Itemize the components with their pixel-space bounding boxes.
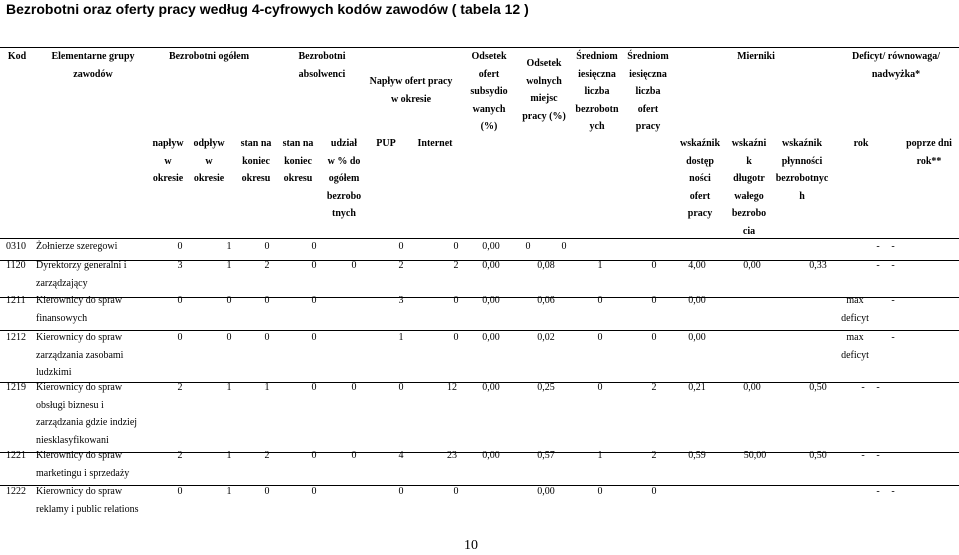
- row-divider: [0, 485, 959, 486]
- val-sr-bezrobotnych: 1: [597, 260, 603, 271]
- sub-wskaznik-dlugotrwalego: wskaźni k długotr wałego bezrobo cia: [731, 138, 767, 237]
- val-odsetek-wolnych: 0,00: [537, 486, 555, 497]
- val-pup: 0: [398, 486, 404, 497]
- val-deficyt-poprzedni: -: [876, 450, 880, 461]
- sub-odplyw: odpływ w okresie: [193, 138, 225, 184]
- val-odsetek-wolnych: 0: [525, 241, 531, 252]
- val-odplyw: 1: [226, 241, 232, 252]
- sub-stan-ogolem: stan na koniec okresu: [240, 138, 272, 184]
- col-mierniki: Mierniki: [737, 51, 775, 62]
- val-odsetek-wolnych: 0,06: [537, 295, 555, 306]
- val-sr-bezrobotnych: 1: [597, 450, 603, 461]
- val-deficyt-poprzedni: -: [891, 260, 895, 271]
- val-wskaznik-dostepnosci: 0,21: [688, 382, 706, 393]
- val-odsetek-subsydiowanych: 0,00: [482, 332, 500, 343]
- val-naplyw: 0: [177, 486, 183, 497]
- row-name: Kierownicy do spraw obsługi biznesu i zarządzania gdzie indziej niesklasyfikowani: [36, 382, 138, 446]
- val-udzial: 0: [351, 260, 357, 271]
- val-naplyw: 0: [177, 332, 183, 343]
- val-odsetek-subsydiowanych: 0,00: [482, 382, 500, 393]
- val-stan: 2: [264, 450, 270, 461]
- val-sr-ofert: 0: [651, 295, 657, 306]
- val-wskaznik-dlugotrwalego: 50,00: [743, 450, 767, 461]
- row-kod: 0310: [6, 241, 26, 252]
- val-wskaznik-dlugotrwalego: 0,00: [743, 382, 761, 393]
- val-stan: 0: [264, 332, 270, 343]
- col-kod: Kod: [7, 51, 27, 62]
- val-deficyt-poprzedni: -: [891, 241, 895, 252]
- val-sr-bezrobotnych: 0: [597, 332, 603, 343]
- sub-udzial: udział w % do ogółem bezrobo tnych: [326, 138, 362, 219]
- val-stan-absolwenci: 0: [311, 241, 317, 252]
- val-stan-absolwenci: 0: [311, 450, 317, 461]
- sub-internet: Internet: [417, 138, 453, 149]
- val-deficyt-rok: max deficyt: [841, 332, 869, 361]
- val-sr-ofert: 2: [651, 382, 657, 393]
- sub-rok: rok: [853, 138, 869, 149]
- val-sr-ofert: 2: [651, 450, 657, 461]
- val-deficyt-rok: -: [876, 260, 880, 271]
- row-kod: 1221: [6, 450, 26, 461]
- val-stan-absolwenci: 0: [311, 260, 317, 271]
- col-naplyw-ofert: Napływ ofert pracy w okresie: [369, 76, 453, 105]
- row-name: Kierownicy do spraw marketingu i sprzedaży: [36, 450, 130, 479]
- val-odplyw: 1: [226, 382, 232, 393]
- val-odplyw: 1: [226, 450, 232, 461]
- val-odplyw: 1: [226, 260, 232, 271]
- val-stan-absolwenci: 0: [311, 295, 317, 306]
- val-internet: 0: [453, 295, 459, 306]
- val-sr-bezrobotnych: 0: [597, 295, 603, 306]
- val-odsetek-subsydiowanych: 0,00: [482, 260, 500, 271]
- val-deficyt-rok: -: [876, 241, 880, 252]
- val-naplyw: 2: [177, 450, 183, 461]
- col-grupy: Elementarne grupy zawodów: [51, 51, 135, 80]
- val-naplyw: 2: [177, 382, 183, 393]
- sub-naplyw: napływ w okresie: [152, 138, 184, 184]
- row-kod: 1211: [6, 295, 26, 306]
- val-sr-bezrobotnych: 0: [597, 486, 603, 497]
- val-deficyt-poprzedni: -: [891, 295, 895, 306]
- sub-pup: PUP: [376, 138, 396, 149]
- sub-stan-absolwenci: stan na koniec okresu: [282, 138, 314, 184]
- val-deficyt-rok: max deficyt: [841, 295, 869, 324]
- val-odsetek-wolnych: 0,02: [537, 332, 555, 343]
- sub-wskaznik-dostepnosci: wskaźnik dostęp ności ofert pracy: [679, 138, 721, 219]
- val-stan: 0: [264, 486, 270, 497]
- val-sr-ofert: 0: [651, 486, 657, 497]
- val-udzial: 0: [351, 450, 357, 461]
- val-odsetek-subsydiowanych: 0,00: [482, 450, 500, 461]
- val-odplyw: 1: [226, 486, 232, 497]
- row-name: Żołnierze szeregowi: [36, 241, 118, 252]
- row-name: Kierownicy do spraw finansowych: [36, 295, 123, 324]
- val-pup: 3: [398, 295, 404, 306]
- val-pup: 0: [398, 382, 404, 393]
- row-divider: [0, 330, 959, 331]
- val-stan: 0: [264, 295, 270, 306]
- val-deficyt-rok: -: [861, 382, 865, 393]
- val-internet: 0: [453, 241, 459, 252]
- val-internet: 2: [453, 260, 459, 271]
- col-bezrobotni-ogolem: Bezrobotni ogółem: [168, 51, 250, 62]
- val-wskaznik-dostepnosci: 0,00: [688, 295, 706, 306]
- val-stan-absolwenci: 0: [311, 486, 317, 497]
- val-sr-ofert: 0: [651, 260, 657, 271]
- col-sr-ofert: Średniom iesięczna liczba ofert pracy: [627, 51, 669, 132]
- val-stan: 1: [264, 382, 270, 393]
- val-internet: 12: [447, 382, 457, 393]
- val-wskaznik-dostepnosci: 0,00: [688, 332, 706, 343]
- val-deficyt-rok: -: [861, 450, 865, 461]
- val-naplyw: 3: [177, 260, 183, 271]
- row-name: Kierownicy do spraw reklamy i public relations: [36, 486, 139, 515]
- val-pup: 2: [398, 260, 404, 271]
- val-wskaznik-plynnosci: 0,50: [809, 450, 827, 461]
- page-number: 10: [464, 538, 478, 553]
- row-kod: 1212: [6, 332, 26, 343]
- val-sr-ofert: 0: [651, 332, 657, 343]
- val-wskaznik-dostepnosci: 0,59: [688, 450, 706, 461]
- col-absolwenci: Bezrobotni absolwenci: [298, 51, 346, 80]
- val-stan: 0: [264, 241, 270, 252]
- val-pup: 0: [398, 241, 404, 252]
- val-pup: 1: [398, 332, 404, 343]
- val-internet: 23: [447, 450, 457, 461]
- col-odsetek-wolnych: Odsetek wolnych miejsc pracy (%): [522, 58, 566, 122]
- col-sr-bezrobotnych: Średniom iesięczna liczba bezrobotn ych: [575, 51, 619, 132]
- header-bottom-border: [0, 238, 959, 239]
- row-kod: 1120: [6, 260, 26, 271]
- row-kod: 1219: [6, 382, 26, 393]
- val-wskaznik-plynnosci: 0,33: [809, 260, 827, 271]
- val-wskaznik-dostepnosci: 4,00: [688, 260, 706, 271]
- val-wskaznik-dlugotrwalego: 0,00: [743, 260, 761, 271]
- val-odsetek-wolnych: 0,25: [537, 382, 555, 393]
- val-naplyw: 0: [177, 241, 183, 252]
- row-name: Kierownicy do spraw zarządzania zasobami ludzkimi: [36, 332, 124, 378]
- val-sr-bezrobotnych: 0: [597, 382, 603, 393]
- val-odsetek-subsydiowanych: 0,00: [482, 241, 500, 252]
- val-odplyw: 0: [226, 332, 232, 343]
- val-stan: 2: [264, 260, 270, 271]
- sub-poprzedni-rok: poprze dni rok**: [906, 138, 952, 167]
- val-sr-bezrobotnych: 0: [561, 241, 567, 252]
- row-name: Dyrektorzy generalni i zarządzający: [36, 260, 127, 289]
- val-odsetek-wolnych: 0,57: [537, 450, 555, 461]
- sub-wskaznik-plynnosci: wskaźnik płynności bezrobotnyc h: [775, 138, 829, 202]
- val-stan-absolwenci: 0: [311, 332, 317, 343]
- val-odsetek-subsydiowanych: 0,00: [482, 295, 500, 306]
- val-internet: 0: [453, 332, 459, 343]
- row-kod: 1222: [6, 486, 26, 497]
- val-odplyw: 0: [226, 295, 232, 306]
- val-internet: 0: [453, 486, 459, 497]
- val-deficyt-rok: -: [876, 486, 880, 497]
- val-stan-absolwenci: 0: [311, 382, 317, 393]
- col-deficyt: Deficyt/ równowaga/ nadwyżka*: [851, 51, 941, 80]
- val-deficyt-poprzedni: -: [876, 382, 880, 393]
- val-wskaznik-plynnosci: 0,50: [809, 382, 827, 393]
- val-deficyt-poprzedni: -: [891, 332, 895, 343]
- val-udzial: 0: [351, 382, 357, 393]
- val-pup: 4: [398, 450, 404, 461]
- val-deficyt-poprzedni: -: [891, 486, 895, 497]
- col-odsetek-subsydiowanych: Odsetek ofert subsydio wanych (%): [470, 51, 508, 132]
- val-naplyw: 0: [177, 295, 183, 306]
- row-divider: [0, 297, 959, 298]
- page-title: Bezrobotni oraz oferty pracy według 4-cyfrowych kodów zawodów ( tabela 12 ): [6, 1, 529, 17]
- val-odsetek-wolnych: 0,08: [537, 260, 555, 271]
